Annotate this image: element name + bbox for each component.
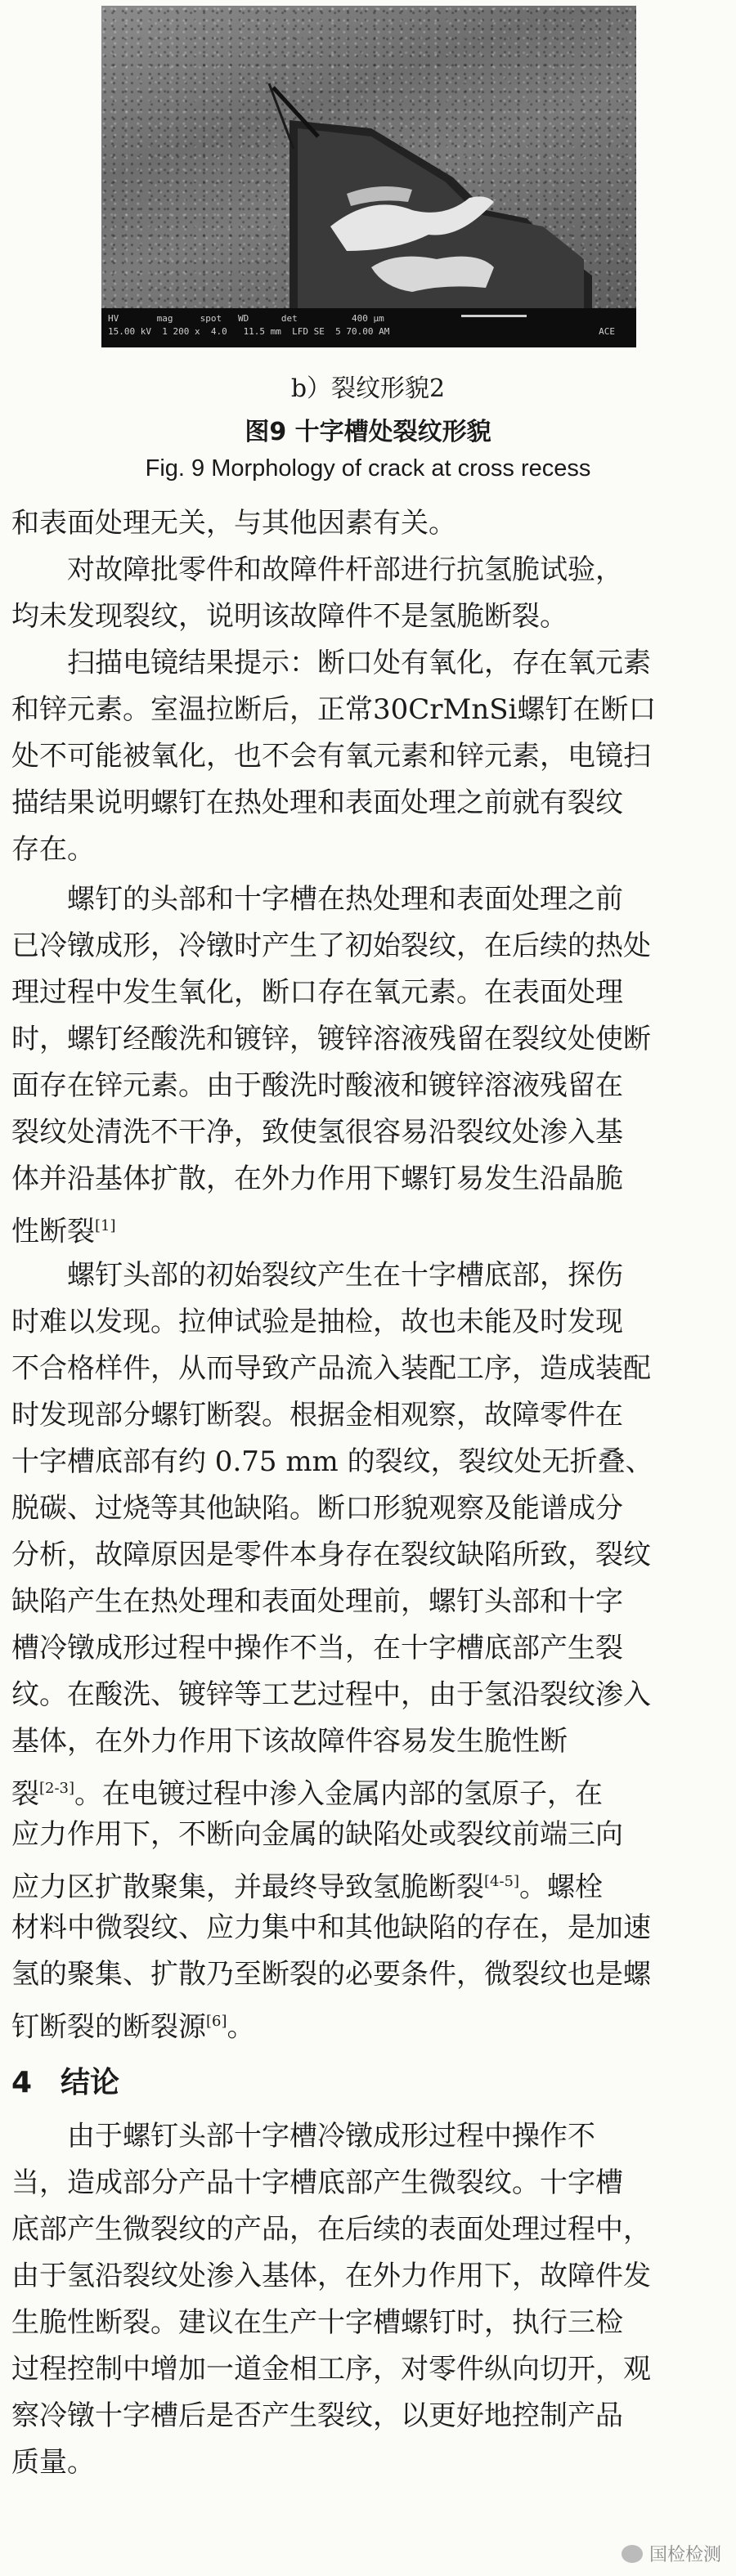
body-line: 和锌元素。室温拉断后，正常30CrMnSi螺钉在断口 [11,693,657,726]
body-line-text: 应力区扩散聚集，并最终导致氢脆断裂 [11,1870,484,1904]
section-heading [11,2059,119,2101]
body-line: 时发现部分螺钉断裂。根据金相观察，故障零件在 [11,1399,623,1431]
citation: [6] [206,2013,227,2030]
body-line: 和表面处理无关，与其他因素有关。 [11,507,456,540]
body-line-text: 。螺栓 [519,1870,604,1904]
body-line: 脱碳、过烧等其他缺陷。断口形貌观察及能谱成分 [11,1492,623,1525]
body-line: 扫描电镜结果提示：断口处有氧化，存在氧元素 [11,647,651,679]
body-line [11,1203,116,1255]
body-line: 已冷镦成形，冷镦时产生了初始裂纹，在后续的热处 [11,930,651,962]
conclusion-line: 察冷镦十字槽后是否产生裂纹，以更好地控制产品 [11,2399,623,2432]
sem-info-bar [101,308,636,347]
body-line: 螺钉的头部和十字槽在热处理和表面处理之前 [11,883,623,916]
body-line: 面存在锌元素。由于酸洗时酸液和镀锌溶液残留在 [11,1069,623,1102]
sem-brand: ACE [599,326,615,337]
conclusion-line: 由于螺钉头部十字槽冷镦成形过程中操作不 [11,2120,595,2153]
body-line: 基体，在外力作用下该故障件容易发生脆性断 [11,1725,568,1758]
conclusion-line: 由于氢沿裂纹处渗入基体，在外力作用下，故障件发 [11,2260,651,2292]
conclusion-line: 当，造成部分产品十字槽底部产生微裂纹。十字槽 [11,2166,623,2199]
watermark [622,2541,721,2566]
conclusion-line: 质量。 [11,2446,95,2479]
crack-region-graphic [101,6,636,308]
body-line: 存在。 [11,833,95,866]
body-line [11,1998,255,2050]
body-line: 均未发现裂纹，说明该故障件不是氢脆断裂。 [11,600,568,633]
body-line: 应力作用下，不断向金属的缺陷处或裂纹前端三向 [11,1818,623,1851]
body-line: 缺陷产生在热处理和表面处理前，螺钉头部和十字 [11,1585,623,1618]
body-line: 处不可能被氧化，也不会有氧元素和锌元素，电镜扫 [11,740,651,773]
body-line: 理过程中发生氧化，断口存在氧元素。在表面处理 [11,976,623,1009]
body-line: 分析，故障原因是零件本身存在裂纹缺陷所致，裂纹 [11,1539,651,1571]
body-line: 时，螺钉经酸洗和镀锌，镀锌溶液残留在裂纹处使断 [11,1023,651,1055]
body-line: 时难以发现。拉伸试验是抽检，故也未能及时发现 [11,1306,623,1338]
figure-title-cn: 图9 十字槽处裂纹形貌 [245,418,491,446]
citation: [4-5] [484,1873,520,1890]
body-line-text: 。在电镀过程中渗入金属内部的氢原子，在 [74,1777,604,1811]
body-line: 槽冷镦成形过程中操作不当，在十字槽底部产生裂 [11,1632,623,1664]
body-line: 氢的聚集、扩散乃至断裂的必要条件，微裂纹也是螺 [11,1958,651,1991]
citation: [2-3] [39,1780,75,1797]
section-number: 4 [11,2066,33,2099]
conclusion-line: 生脆性断裂。建议在生产十字槽螺钉时，执行三检 [11,2306,623,2339]
conclusion-line: 过程控制中增加一道金相工序，对零件纵向切开，观 [11,2353,651,2386]
citation: [1] [95,1217,116,1234]
body-line: 裂纹处清洗不干净，致使氢很容易沿裂纹处渗入基 [11,1116,623,1149]
watermark-text: 国检检测 [648,2545,721,2565]
body-line: 材料中微裂纹、应力集中和其他缺陷的存在，是加速 [11,1911,651,1944]
sem-micrograph [101,6,636,347]
body-line: 体并沿基体扩散，在外力作用下螺钉易发生沿晶脆 [11,1163,623,1195]
section-title: 结论 [61,2066,120,2099]
body-line: 螺钉头部的初始裂纹产生在十字槽底部，探伤 [11,1259,623,1292]
scale-bar [461,315,527,317]
body-line-text: 性断裂 [11,1215,95,1248]
body-line-text: 钉断裂的断裂源 [11,2010,206,2044]
body-line: 描结果说明螺钉在热处理和表面处理之前就有裂纹 [11,786,623,819]
body-line: 对故障批零件和故障件杆部进行抗氢脆试验， [11,553,623,586]
body-line-text: 裂 [11,1777,39,1811]
body-line: 十字槽底部有约 0.75 mm 的裂纹，裂纹处无折叠、 [11,1445,653,1478]
body-line: 不合格样件，从而导致产品流入装配工序，造成装配 [11,1352,651,1385]
sem-info-row2: 15.00 kV 1 200 x 4.0 11.5 mm LFD SE 5 70.00 AM [108,326,390,337]
sem-info-row1: HV mag spot WD det 400 μm [108,313,384,324]
conclusion-line: 底部产生微裂纹的产品，在后续的表面处理过程中， [11,2213,651,2246]
body-line [11,1765,603,1817]
wechat-icon [622,2545,643,2563]
body-line-text: 。 [227,2010,255,2044]
figure-title-en: Fig. 9 Morphology of crack at cross recess [145,455,591,482]
body-line [11,1858,603,1911]
figure-subcaption: b）裂纹形貌2 [290,374,446,403]
body-line: 纹。在酸洗、镀锌等工艺过程中，由于氢沿裂纹渗入 [11,1678,651,1711]
